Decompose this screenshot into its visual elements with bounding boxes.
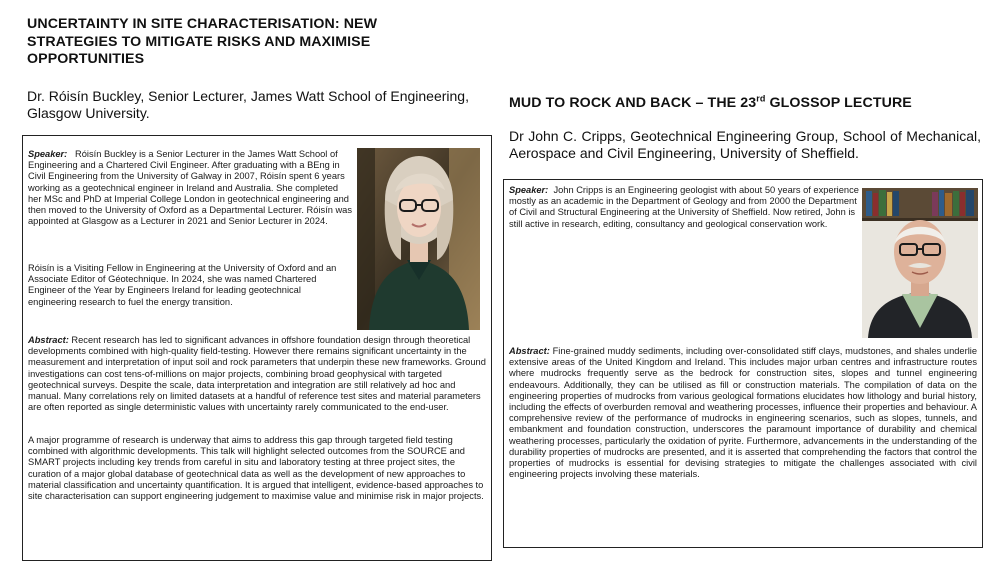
left-abstract-paragraph-2: A major programme of research is underway that aims to address this gap through targeted field testing combined with algorithmic developments. This talk will highlight selected outcomes from the SOURCE and SMART projects including key trends from careful in situ and laboratory testing at three project sites, the curation of a major global database of geotechnical data as well as the development of new approaches to material classification and uncertainty quantification. It is argued that intelligent, evidence-based approaches to site characterisation can support engineering judgement to maximise value and minimise risk in major projects. [28, 435, 484, 502]
right-abstract-text: Fine-grained muddy sediments, including over-consolidated stiff clays, mudstones, and shales underlie extensive areas of the United Kingdom and Ireland. This includes major urban centres and infrastructure routes where mudrocks frequently serve as the bedrock for construction sites, slopes and tunnel engineering endeavours. Additionally, they can be utilised as fill or construction materials. The compilation of data on the engineering properties of mudrocks from various geological formations elucidates how lithology and burial history, including the effects of overburden removal and weathering processes, influence their properties and behaviour. A comprehensive review of the performance of mudrocks in engineering scenarios, such as slopes, tunnels, and embankment and foundation construction, underscores the paramount importance of durability and chemical weathering processes, particularly the oxidation of pyrite. Furthermore, advancements in the understanding of the durability properties of mudrocks are presented, and it is asserted that comprehending the factors that control the properties of mudrocks is essential for devising strategies to mitigate the challenges associated with civil engineering projects involving these materials. [509, 346, 977, 480]
portrait-woman-icon [357, 148, 480, 330]
left-bio-paragraph-2: Róisín is a Visiting Fellow in Engineering at the University of Oxford and an Associate Editor of Géotechnique. In 2024, she was named Chartered Engineer of the Year by Engineers Ireland for leading geotechnical engineering research to fuel the energy transition. [28, 263, 337, 307]
right-speaker-line: Dr John C. Cripps, Geotechnical Engineering Group, School of Mechanical, Aerospace and Civil Engineering, University of Sheffield. [509, 128, 981, 161]
right-title-end: GLOSSOP LECTURE [765, 95, 912, 111]
speaker-label: Speaker: [509, 185, 549, 195]
right-bio-paragraph [509, 185, 859, 230]
speaker-photo-roisin-buckley [357, 148, 480, 330]
right-details-box [503, 179, 983, 548]
abstract-label: Abstract: [509, 346, 550, 356]
left-details-box [22, 135, 492, 561]
left-lecture-title: UNCERTAINTY IN SITE CHARACTERISATION: NEW STRATEGIES TO MITIGATE RISKS AND MAXIMISE OPPORTUNITIES [27, 16, 378, 68]
speaker-label: Speaker: [28, 149, 68, 159]
right-bio-text: John Cripps is an Engineering geologist with about 50 years of experience mostly as an academic in the Department of Geology and from 2000 the Department of Civil and Structural Engineering at the University of Sheffield. Now retired, John is still active in research, editing, consultancy and geological conservation work. [509, 185, 859, 229]
abstract-label: Abstract: [28, 335, 69, 345]
right-abstract-paragraph [509, 346, 977, 480]
left-bio-text-1: Róisín Buckley is a Senior Lecturer in the James Watt School of Engineering and a Chartered Civil Engineer. After graduating with a BEng in Civil Engineering from the University of Galway in 2007, Róisín spent 6 years working as a geotechnical engineer in Ireland and Australia. She completed her MSc and PhD at Imperial College London in geotechnical engineering and then moved to the University of Oxford as a Departmental Lecturer. Róisín was appointed at Glasgow as a Lecturer in 2021 and Senior Lecturer in 2024. [28, 149, 352, 227]
right-title-superscript: rd [756, 93, 766, 104]
right-lecture-title [509, 95, 979, 113]
left-abstract-text-1: Recent research has led to significant advances in offshore foundation design through theoretical developments combined with high-quality field-testing. However there remains significant uncertainty in the measurement and interpretation of input soil and rock parameters that underpin these new frameworks. Ground investigations can cost tens-of-millions on major projects, combining broad geophysical with targeted geotechnical surveys. Despite the scale, data interpretation and integration are still relatively ad hoc and manual. Many correlations rely on limited datasets at a handful of reference test sites and material parameters are often reported as single deterministic values with uncertainty rarely communicated to the end-user. [28, 335, 486, 413]
left-bio-paragraph-1 [28, 149, 352, 227]
left-abstract-paragraph-1 [28, 335, 488, 413]
left-speaker-line: Dr. Róisín Buckley, Senior Lecturer, James Watt School of Engineering, Glasgow University. [27, 88, 469, 121]
speaker-photo-john-cripps [862, 188, 978, 338]
right-title-main: MUD TO ROCK AND BACK – THE 23 [509, 95, 757, 111]
portrait-man-icon [862, 188, 978, 338]
